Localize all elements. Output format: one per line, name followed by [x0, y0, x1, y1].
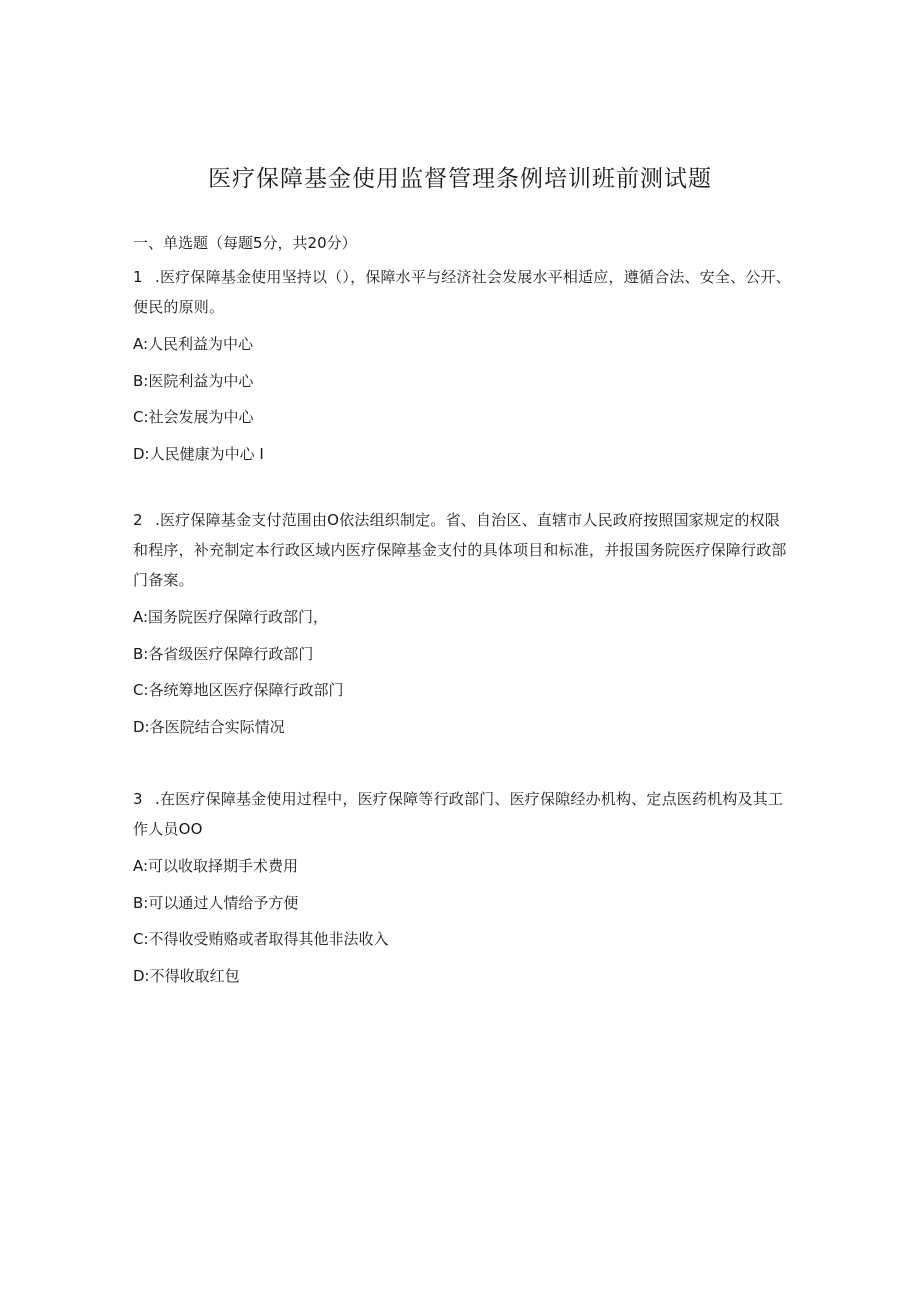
question-text: .在医疗保障基金使用过程中，医疗保障等行政部门、医疗保隙经办机构、定点医药机构及其工作人员OO: [133, 790, 784, 838]
option-list: [133, 326, 793, 472]
option-c: C:各统筹地区医疗保障行政部门: [133, 681, 344, 699]
question-3: [133, 784, 793, 994]
question-number: 3: [133, 790, 143, 808]
question-number: 2: [133, 511, 143, 529]
option-c: C:社会发展为中心: [133, 408, 254, 426]
option-b: B:各省级医疗保障行政部门: [133, 644, 314, 663]
question-number: 1: [133, 268, 143, 286]
option-a: A:国务院医疗保障行政部门，: [133, 608, 329, 626]
question-text: .医疗保障基金支付范围由O依法组织制定。省、自治区、直辖市人民政府按照国家规定的权限和程序，补充制定本行政区域内医疗保障基金支付的具体项目和标准，并报国务院医疗保障行政部门备案。: [133, 511, 787, 589]
document-title: 医疗保障基金使用监督管理条例培训班前测试题: [208, 166, 712, 192]
question-1: [133, 262, 793, 472]
option-a: A:可以收取择期手术费用: [133, 857, 299, 875]
option-list: [133, 599, 793, 745]
option-d: D:不得收取红包: [133, 966, 240, 985]
question-stem: [133, 505, 793, 595]
section-heading: 一、单选题（每题5分，共20分）: [133, 234, 357, 252]
option-b: B:医院利益为中心: [133, 371, 254, 390]
question-stem: [133, 262, 793, 322]
question-stem: [133, 784, 793, 844]
question-text: .医疗保障基金使用坚持以（），保障水平与经济社会发展水平相适应，遵循合法、安全、公开、便民的原则。: [133, 268, 791, 316]
option-list: [133, 848, 793, 994]
question-2: [133, 505, 793, 745]
option-c: C:不得收受贿赂或者取得其他非法收入: [133, 930, 389, 948]
option-d: D:人民健康为中心 I: [133, 444, 264, 463]
option-d: D:各医院结合实际情况: [133, 717, 285, 736]
option-b: B:可以通过人情给予方便: [133, 893, 299, 912]
option-a: A:人民利益为中心: [133, 335, 254, 353]
